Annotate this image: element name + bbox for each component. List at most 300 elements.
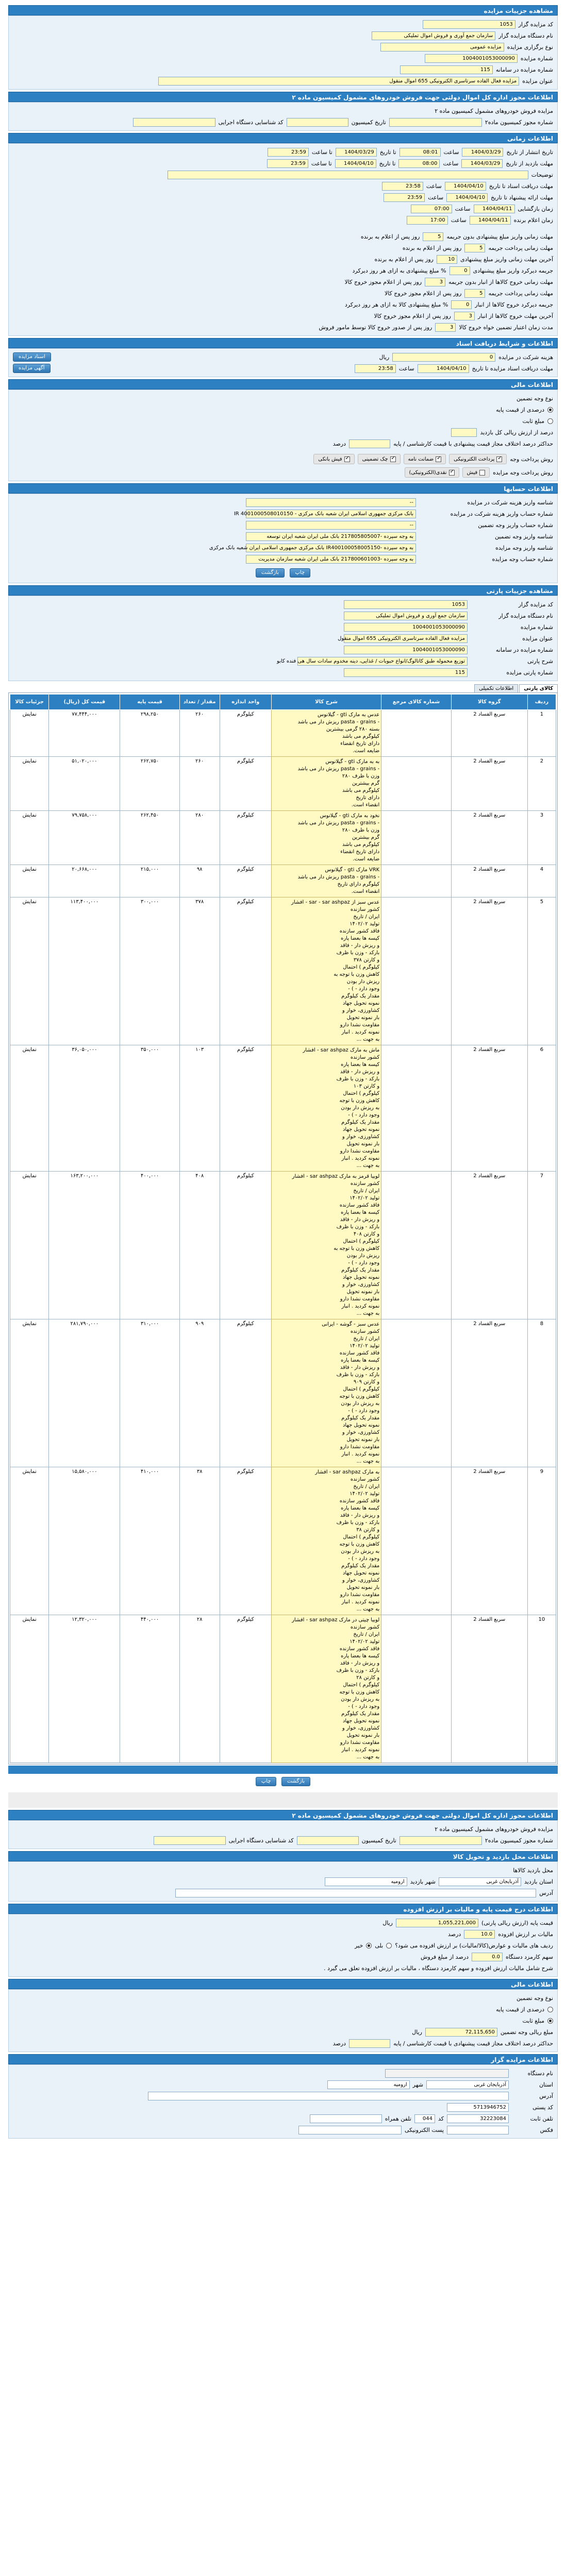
org-address-label: آدرس xyxy=(539,2092,553,2099)
org-mobile-field xyxy=(310,2114,382,2123)
announce-time-field: 17:00 xyxy=(407,216,448,225)
cell-qty: ۲۸۰ xyxy=(179,811,220,865)
docs-deadline-time-label: ساعت xyxy=(398,365,414,372)
cell-group: سربع الفساد 2 xyxy=(451,1467,527,1615)
rule-post: روز پس از اعلام مجوز خروج کالا xyxy=(374,312,451,319)
party-device-label: نام دستگاه مزایده گزار xyxy=(498,612,553,619)
issuer-code-label: کد شناسایی دستگاه اجرایی xyxy=(218,118,284,126)
rule-value: 3 xyxy=(454,312,475,320)
visit-time-from-field: 08:00 xyxy=(398,159,440,168)
account-value: -- xyxy=(246,498,416,507)
license-date-label: تاریخ کمیسیون xyxy=(351,118,386,126)
pub-date-label: تاریخ انتشار از تاریخ xyxy=(506,148,553,156)
org-fax-label: فکس xyxy=(540,2126,553,2133)
cell-idx: 2 xyxy=(527,757,556,811)
cell-ref xyxy=(381,1319,452,1467)
col-header: جزئیات کالا xyxy=(10,694,49,710)
visit-date-from-field: 1404/03/29 xyxy=(461,159,503,168)
cell-desc: VRK مارک gti - گیلانوس - pasta - grains ریزش دار می باشد کیلوگرم دارای تاریخ انقضاء است. xyxy=(271,865,381,897)
items-body xyxy=(10,710,556,1763)
open-date-field: 1404/04/11 xyxy=(474,205,515,213)
cell-unit: کیلوگرم xyxy=(220,757,271,811)
account-label: شناسه واریز وجه تضمین xyxy=(495,533,553,540)
doc-panel xyxy=(8,348,558,377)
cell-ref xyxy=(381,757,452,811)
org-city-select[interactable]: ارومیه xyxy=(327,2080,410,2089)
bottom-license-date-field xyxy=(297,1836,359,1845)
account-label: شماره حساب واریز وجه تضمین xyxy=(478,521,553,529)
table-header-row xyxy=(10,694,556,710)
radio-fixed-label: مبلغ ثابت xyxy=(522,417,544,425)
cell-group: سربع الفساد 2 xyxy=(451,1045,527,1172)
cell-group: سربع الفساد 2 xyxy=(451,811,527,865)
vat-unit: درصد xyxy=(447,1930,461,1938)
col-header: مقدار / تعداد xyxy=(179,694,220,710)
open-time-field: 07:00 xyxy=(411,205,452,213)
cell-group: سربع الفساد 2 xyxy=(451,1172,527,1319)
cell-detail[interactable]: نمایش xyxy=(10,1045,49,1172)
cell-detail[interactable]: نمایش xyxy=(10,1615,49,1763)
checkbox-icon xyxy=(496,456,502,462)
vat-no-label: خیر xyxy=(355,1942,363,1949)
cell-price: ۳۰۰,۰۰۰ xyxy=(120,897,179,1045)
checkbox-icon xyxy=(479,470,485,476)
table-row xyxy=(10,1319,556,1467)
cell-qty: ۹۰۹ xyxy=(179,1319,220,1467)
cell-price: ۴۰۰,۰۰۰ xyxy=(120,1172,179,1319)
org-mobile-label: تلفن همراه xyxy=(385,2115,411,2122)
finance2-panel xyxy=(8,1989,558,2052)
rule-post: روز پس از اعلام به برنده xyxy=(402,244,462,251)
timing-desc-label: توضیحات xyxy=(531,171,553,178)
rule-pre: مهلت زمانی پرداخت جریمه xyxy=(488,290,553,297)
fee-value-field: 0 xyxy=(392,353,495,362)
rule-pre: مدت زمان اعتبار تضمین خواه خروج کالا xyxy=(459,324,553,331)
auction-number-label: شماره مزایده xyxy=(520,55,553,62)
cell-desc: عدس سبز - گوشه - ایرانی کشور سازنده ایران / تاریخ تولید ۱۴۰۲/۰۲ فاقد کشور سازنده کیسه ها بعضا پاره و ریزش دار - فاقد بارکد - وزن با ظرف و کارتن ۹۰۹ کیلوگرم ) احتمال کاهش وزن با توجه به ریزش دار بودن وجود دارد - ) - مقدار یک کیلوگرم نمونه تحویل جهاد کشاورزی، خوار و بار نمونه تحویل مقاومت نشدا دارو نمونه کردید . انبار به جهت ... xyxy=(271,1319,381,1467)
cell-detail[interactable]: نمایش xyxy=(10,1172,49,1319)
org-postal-field: 5713946752 xyxy=(447,2103,509,2112)
pub-date-from-field: 1404/03/29 xyxy=(462,148,503,157)
visit-province-label: استان بازدید xyxy=(524,1878,553,1885)
rule-value: 10 xyxy=(437,255,457,264)
price-panel xyxy=(8,1914,558,1977)
cell-total: ۲۰,۶۶۸,۰۰۰ xyxy=(49,865,120,897)
org-email-label: پست الکترونیکی xyxy=(405,2126,444,2133)
auction-system-number-label: شماره مزایده در سامانه xyxy=(495,66,553,73)
rule-post: روز پس از اعلام به برنده xyxy=(360,233,420,240)
cell-idx: 8 xyxy=(527,1319,556,1467)
fin2-guarantee-label: نوع وجه تضمین xyxy=(517,1994,553,2002)
party-no-label: شماره پارتی مزایده xyxy=(506,669,553,676)
device-name-label: نام دستگاه مزایده گزار xyxy=(498,32,553,39)
accounts-panel xyxy=(8,494,558,583)
cell-total: ۵۱,۰۲۰,۰۰۰ xyxy=(49,757,120,811)
cell-idx: 10 xyxy=(527,1615,556,1763)
fin2-percent-radio[interactable] xyxy=(547,2007,553,2012)
cell-unit: کیلوگرم xyxy=(220,1319,271,1467)
fin2-max-unit: درصد xyxy=(332,2040,346,2047)
submit-deadline-date: 1404/04/10 xyxy=(446,193,488,202)
cell-idx: 3 xyxy=(527,811,556,865)
cell-desc: لوبیا چیتی در مارک sar ashpaz - افشار کشور سازنده ایران / تاریخ تولید ۱۴۰۲/۰۲ فاقد کشور سازنده کیسه ها بعضا پاره و ریزش دار - فاقد بارکد - وزن با ظرف و کارتن ۲۸ کیلوگرم ) احتمال کاهش وزن با توجه به ریزش دار بودن وجود دارد - ) - مقدار یک کیلوگرم نمونه تحویل جهاد کشاورزی، خوار و بار نمونه تحویل مقاومت نشدا دارو نمونه کردید . انبار به جهت ... xyxy=(271,1615,381,1763)
license-number-field xyxy=(389,118,482,127)
timing-header: اطلاعات زمانی xyxy=(8,133,558,143)
license-number-label: شماره مجوز کمیسیون ماده۲ xyxy=(485,118,553,126)
visit-time-to-field: 23:59 xyxy=(267,159,308,168)
visit-city-label: شهر بازدید xyxy=(410,1878,436,1885)
visit-header: اطلاعات محل بازدید و تحویل کالا xyxy=(8,1851,558,1861)
visit-time-label: ساعت xyxy=(443,160,459,167)
pay-option-cheque[interactable]: ✓ چک تضمینی xyxy=(358,454,401,464)
bottom-license-desc: مزایده فروش خودروهای مشمول کمیسیون ماده ۲ xyxy=(435,1825,553,1833)
fee-label: هزینه شرکت در مزایده xyxy=(498,353,553,361)
rule-pre: جریمه دیرکرد خروج کالاها از انبار xyxy=(475,301,553,308)
cell-detail[interactable]: نمایش xyxy=(10,865,49,897)
auction-detail-header: مشاهده جزییات مزایده xyxy=(8,5,558,15)
col-header: شماره کالای مرجع xyxy=(381,694,452,710)
cell-desc: به به مارک gti - گیلانوس - pasta - grains ریزش دار می باشد وزن با ظرف ۲۸۰ گرم بیشترین کیلوگرم می باشد دارای تاریخ انقضاء است. xyxy=(271,757,381,811)
auction-subject-field: مزایده فعال الفاده سرتاسری الکترونیکی 655 اموال منقول xyxy=(158,77,519,86)
pay-option-electronic[interactable]: ✓ پرداخت الکترونیکی xyxy=(449,454,507,464)
max-diff-unit: درصد xyxy=(332,440,346,447)
party-tabs xyxy=(8,684,558,692)
open-time-small-label: ساعت xyxy=(455,205,471,212)
device-name-field: سازمان جمع آوری و فروش اموال تملیکی xyxy=(372,31,495,40)
party-device-field: سازمان جمع آوری و فروش اموال تملیکی xyxy=(344,612,468,620)
license-desc: مزایده فروش خودروهای مشمول کمیسیون ماده ۲ xyxy=(435,107,553,114)
accounts-header: اطلاعات حسابها xyxy=(8,483,558,494)
org-province-select[interactable]: آذربایجان غربی xyxy=(426,2080,509,2089)
table-row xyxy=(10,897,556,1045)
percent-label: درصد از ارزش ریالی کل بازدید xyxy=(480,429,553,436)
docs-deadline-label: مهلت دریافت اسناد مزایده تا تاریخ xyxy=(472,365,553,372)
cell-unit: کیلوگرم xyxy=(220,1172,271,1319)
table-print-button[interactable]: چاپ xyxy=(256,1777,277,1786)
rule-pre: جریمه دیرکرد واریز مبلغ پیشنهادی xyxy=(473,267,553,274)
cell-price: ۲۱۵,۰۰۰ xyxy=(120,865,179,897)
visit-panel xyxy=(8,1861,558,1902)
return-button[interactable]: بازگشت xyxy=(256,568,285,578)
rule-post: روز پس از صدور خروج کالا توسط مامور فروش xyxy=(319,324,432,331)
license-panel xyxy=(8,102,558,131)
cell-desc: ماش به مارک sar ashpaz - افشار کشور سازنده کیسه ها بعضا پاره و ریزش دار - فاقد بارکد - وزن با ظرف و کارتن ۱۰۳ کیلوگرم ) احتمال کاهش وزن با توجه به ریزش دار بودن وجود دارد - ) - مقدار یک کیلوگرم نمونه تحویل جهاد کشاورزی، خوار و بار نمونه تحویل مقاومت نشدا دارو نمونه کردید . انبار به جهت ... xyxy=(271,1045,381,1172)
table-back-button[interactable]: بازگشت xyxy=(281,1777,310,1786)
bottom-license-header: اطلاعات مجوز اداره کل اموال دولتی جهت فروش خودروهای مشمول کمیسیون ماده ۲ xyxy=(8,1810,558,1820)
print-button[interactable]: چاپ xyxy=(290,568,311,578)
timing-desc-field xyxy=(168,171,528,179)
cell-ref xyxy=(381,811,452,865)
cell-unit: کیلوگرم xyxy=(220,865,271,897)
auction-subject-label: عنوان مزایده xyxy=(522,77,553,84)
col-header: ردیف xyxy=(527,694,556,710)
issuer-code-field xyxy=(133,118,215,127)
table-row xyxy=(10,811,556,865)
table-row xyxy=(10,710,556,757)
auction-pay-method-label: روش پرداخت وجه مزایده xyxy=(493,469,553,476)
cell-qty: ۳۸ xyxy=(179,1467,220,1615)
account-value: بانک مرکزی جمهوری اسلامی ایران شعبه بانک مرکزی - 4001000508010150 IR xyxy=(246,510,416,518)
vat-question: ردیف های مالیات و عوارض(کالا/مالیات) بر ارزش افزوده می شود؟ xyxy=(395,1942,553,1949)
vat-field: 10.0 xyxy=(464,1930,495,1939)
auction-code-label: کد مزایده گزار xyxy=(518,21,553,28)
pub-time-label: ساعت xyxy=(443,148,459,156)
announce-date-field: 1404/04/11 xyxy=(470,216,511,225)
table-row xyxy=(10,1045,556,1172)
cell-ref xyxy=(381,865,452,897)
cell-desc: عدس به مارک gti - گیلانوس - pasta - grains ریزش دار می باشد بسته ۲۸۰ گرمی بیشترین کیلوگرم می باشد دارای تاریخ انقضاء ضایعه است. xyxy=(271,710,381,757)
auction-ad-button[interactable]: آگهی مزایده xyxy=(13,364,51,373)
rule-pre: آخرین مهلت خروج کالاها از انبار xyxy=(477,312,553,319)
auction-system-number-field: 115 xyxy=(400,65,493,74)
org-city-label: شهر xyxy=(412,2081,423,2088)
auction-number-field: 1004001053000090 xyxy=(425,54,518,63)
cell-desc: به مارک sar ashpaz - افشار کشور سازنده ایران / تاریخ تولید ۱۴۰۲/۰۲ فاقد کشور سازنده کیسه ها بعضا پاره و ریزش دار - فاقد بارکد - وزن با ظرف و کارتن ۳۸ کیلوگرم ) احتمال کاهش وزن با توجه به ریزش دار بودن وجود دارد - ) - مقدار یک کیلوگرم نمونه تحویل جهاد کشاورزی، خوار و بار نمونه تحویل مقاومت نشدا دارو نمونه کردید . انبار به جهت ... xyxy=(271,1467,381,1615)
rule-value: 0 xyxy=(450,266,470,275)
visit-date-label: مهلت بازدید از تاریخ xyxy=(506,160,553,167)
party-title-field: مزایده فعال الفاده سرتاسری الکترونیکی 655 اموال منقول xyxy=(344,634,468,643)
cell-price: ۴۱۰,۰۰۰ xyxy=(120,1467,179,1615)
cell-idx: 9 xyxy=(527,1467,556,1615)
cell-group: سربع الفساد 2 xyxy=(451,1319,527,1467)
cell-price: ۳۵۰,۰۰۰ xyxy=(120,1045,179,1172)
fin2-amount-field: 72,115,650 xyxy=(425,2028,497,2037)
org-fax-field xyxy=(447,2126,509,2134)
fee-unit: ریال xyxy=(379,353,390,361)
bottom-license-panel xyxy=(8,1820,558,1849)
rule-post: % مبلغ پیشنهادی به ازای هر روز دیرکرد xyxy=(352,267,446,274)
cell-detail[interactable]: نمایش xyxy=(10,1467,49,1615)
org-device-field xyxy=(385,2069,509,2078)
auction-docs-button[interactable]: اسناد مزایده xyxy=(13,352,51,362)
finance-header: اطلاعات مالی xyxy=(8,379,558,389)
doc-header: اطلاعات و شرایط دریافت اسناد xyxy=(8,338,558,348)
max-diff-label: حداکثر درصد اختلاف مجاز قیمت پیشنهادی با قیمت کارشناسی / پایه xyxy=(393,440,553,447)
finance-panel xyxy=(8,389,558,481)
separator xyxy=(8,1792,558,1808)
base-price-label: قیمت پایه (ارزش ریالی پارتی) xyxy=(481,1919,553,1926)
receive-deadline-time: 23:58 xyxy=(382,182,423,191)
table-row xyxy=(10,1467,556,1615)
bottom-issuer-field xyxy=(154,1836,226,1845)
checkbox-icon xyxy=(449,470,455,476)
submit-deadline-time: 23:59 xyxy=(384,193,425,202)
cell-price: ۳۱۰,۰۰۰ xyxy=(120,1319,179,1467)
cell-group: سربع الفساد 2 xyxy=(451,1615,527,1763)
account-label: شناسه واریز وجه مزایده xyxy=(495,544,553,551)
cell-ref xyxy=(381,1045,452,1172)
tab-party-items[interactable]: کالای پارتی xyxy=(519,684,558,692)
submit-time-label: ساعت xyxy=(428,194,444,201)
cell-total: ۷۷,۴۴۴,۰۰۰ xyxy=(49,710,120,757)
price-header: اطلاعات درج قیمت پایه و مالیات بر ارزش افزوده xyxy=(8,1904,558,1914)
license-date-field xyxy=(287,118,348,127)
visit-province-select[interactable]: آذربایجان غربی xyxy=(439,1877,521,1886)
cell-unit: کیلوگرم xyxy=(220,1467,271,1615)
cell-unit: کیلوگرم xyxy=(220,1045,271,1172)
tab-extra-info[interactable]: اطلاعات تکمیلی xyxy=(474,684,518,692)
radio-fixed[interactable] xyxy=(547,418,553,424)
cell-group: سربع الفساد 2 xyxy=(451,897,527,1045)
cell-desc: نخود به مارک gti - گیلانوس - pasta - grains ریزش دار می باشد وزن با ظرف ۲۸۰ گرم بیشترین کیلوگرم می باشد دارای تاریخ انقضاء ضایعه است. xyxy=(271,811,381,865)
cell-total: ۱۶۳,۲۰۰,۰۰۰ xyxy=(49,1172,120,1319)
auction-detail-panel xyxy=(8,15,558,90)
guarantee-type-label: نوع وجه تضمین xyxy=(517,395,553,402)
cell-qty: ۲۶۰ xyxy=(179,757,220,811)
account-label: شماره حساب واریز هزینه شرکت در مزایده xyxy=(450,510,553,517)
col-header: شرح کالا xyxy=(271,694,381,710)
cell-total: ۳۶,۰۵۰,۰۰۰ xyxy=(49,1045,120,1172)
submit-deadline-label: مهلت ارائه پیشنهاد تا تاریخ xyxy=(491,194,553,201)
account-value: به وجه سپرده -217805805007 بانک ملی ایران شعبه ایران توسعه xyxy=(246,532,416,541)
timing-panel xyxy=(8,143,558,336)
party-desc-field: توزیع محموله طبق کاتالوگ/انواع حبوبات / غذایی، دینه مخدوم سادات سال هی فنده کابو xyxy=(297,657,468,666)
pub-time-to-field: 23:59 xyxy=(268,148,309,157)
fin2-fixed-radio[interactable] xyxy=(547,2018,553,2024)
bottom-license-number-field xyxy=(399,1836,482,1845)
cell-group: سربع الفساد 2 xyxy=(451,865,527,897)
vat-yes-label: بلی xyxy=(375,1942,384,1949)
cell-qty: ۹۸ xyxy=(179,865,220,897)
cell-qty: ۱۰۳ xyxy=(179,1045,220,1172)
checkbox-icon xyxy=(390,456,396,462)
rule-value: 5 xyxy=(464,289,485,298)
fin2-amount-label: مبلغ ریالی وجه تضمین xyxy=(500,2028,553,2036)
radio-percent[interactable] xyxy=(547,407,553,413)
license-header: اطلاعات مجوز اداره کل اموال دولتی جهت فروش خودروهای مشمول کمیسیون ماده ۲ xyxy=(8,92,558,102)
cell-total: ۱۱۳,۴۰۰,۰۰۰ xyxy=(49,897,120,1045)
org-device-label: نام دستگاه xyxy=(527,2070,553,2077)
party-code-label: کد مزایده گزار xyxy=(518,601,553,608)
auction-code-field: 1053 xyxy=(423,20,515,29)
cell-detail[interactable]: نمایش xyxy=(10,1319,49,1467)
cell-price: ۲۶۲,۷۵۰ xyxy=(120,757,179,811)
cell-group: سربع الفساد 2 xyxy=(451,757,527,811)
cell-ref xyxy=(381,1172,452,1319)
bottom-issuer-label: کد شناسایی دستگاه اجرایی xyxy=(228,1837,294,1844)
table-row xyxy=(10,1615,556,1763)
party-header: مشاهده جزییات پارتی xyxy=(8,585,558,596)
announce-time-label: ساعت xyxy=(451,216,467,224)
cell-price: ۲۹۸,۲۵۰ xyxy=(120,710,179,757)
pay-option-guarantee[interactable]: ✓ ضمانت نامه xyxy=(404,454,446,464)
party-desc-label: شرح پارتی xyxy=(527,657,553,665)
pub-to-date-label: تا تاریخ xyxy=(379,148,396,156)
party-number-label: شماره مزایده xyxy=(520,623,553,631)
rule-pre: مهلت زمانی خروج کالاها از انبار بدون جریمه xyxy=(448,278,553,285)
org-header: اطلاعات مزایده گزار xyxy=(8,2054,558,2064)
visit-city-select[interactable]: ارومیه xyxy=(325,1877,407,1886)
cell-detail[interactable]: نمایش xyxy=(10,710,49,757)
rule-pre: مهلت زمانی واریز مبلغ پیشنهادی بدون جریمه xyxy=(446,233,553,240)
cell-detail[interactable]: نمایش xyxy=(10,897,49,1045)
fin2-max-label: حداکثر درصد اختلاف مجاز قیمت پیشنهادی با قیمت کارشناسی / پایه xyxy=(393,2040,553,2047)
cell-idx: 1 xyxy=(527,710,556,757)
fee-share-label: سهم کارمزد دستگاه xyxy=(506,1953,553,1960)
party-code-field: 1053 xyxy=(344,600,468,609)
account-label: شناسه واریز هزینه شرکت در مزایده xyxy=(467,499,553,506)
fin2-fixed-label: مبلغ ثابت xyxy=(522,2017,544,2024)
pub-to-time-label: تا ساعت xyxy=(311,148,332,156)
visit-address-field xyxy=(175,1889,536,1897)
fee-share-field: 0.0 xyxy=(472,1953,503,1961)
cell-ref xyxy=(381,897,452,1045)
rule-post: روز پس از اعلام به برنده xyxy=(374,256,434,263)
cell-detail[interactable]: نمایش xyxy=(10,811,49,865)
vat-no-radio[interactable] xyxy=(366,1943,372,1948)
org-pre-label: کد xyxy=(438,2115,444,2122)
rule-post: روز پس از اعلام مجوز خروج کالا xyxy=(384,290,462,297)
cell-total: ۱۲,۳۲۰,۰۰۰ xyxy=(49,1615,120,1763)
party-panel xyxy=(8,596,558,681)
cell-detail[interactable]: نمایش xyxy=(10,757,49,811)
fee-share-unit: درصد از مبلغ فروش xyxy=(421,1953,469,1960)
cell-unit: کیلوگرم xyxy=(220,710,271,757)
rule-value: 3 xyxy=(435,323,456,332)
party-title-label: عنوان مزایده xyxy=(522,635,553,642)
announce-label: زمان اعلام برنده xyxy=(513,216,553,224)
fin2-percent-label: درصدی از قیمت پایه xyxy=(496,2006,544,2013)
cell-idx: 4 xyxy=(527,865,556,897)
checkbox-icon xyxy=(344,456,350,462)
cell-qty: ۳۷۸ xyxy=(179,897,220,1045)
pay-option-bank[interactable]: ✓ فیش بانکی xyxy=(313,454,354,464)
vat-yes-radio[interactable] xyxy=(386,1943,392,1948)
cell-total: ۲۸۱,۷۹۰,۰۰۰ xyxy=(49,1319,120,1467)
cell-qty: ۲۶۰ xyxy=(179,710,220,757)
cell-total: ۱۵,۵۸۰,۰۰۰ xyxy=(49,1467,120,1615)
cell-unit: کیلوگرم xyxy=(220,897,271,1045)
price-note: شرح شامل مالیات ارزش افزوده و سهم کارمزد دستگاه ، مالیات بر ارزش افزوده تعلق می گیرد . xyxy=(323,1964,553,1972)
rule-value: 5 xyxy=(423,232,443,241)
cell-group: سربع الفساد 2 xyxy=(451,710,527,757)
org-postal-label: کد پستی xyxy=(532,2104,553,2111)
holding-type-label: نوع برگزاری مزایده xyxy=(507,43,553,50)
party-sub-field: 1004001053000090 xyxy=(344,646,468,654)
base-price-field: 1,055,221,000 xyxy=(396,1919,478,1927)
cell-ref xyxy=(381,1615,452,1763)
account-value: به وجه سپرده -IR400100058005150 بانک مرکزی جمهوری اسلامی ایران شعبه بانک مرکزی xyxy=(246,544,416,552)
pub-time-from-field: 08:01 xyxy=(399,148,441,157)
rule-value: 5 xyxy=(464,244,485,252)
cell-unit: کیلوگرم xyxy=(220,811,271,865)
max-diff-field xyxy=(349,439,390,448)
cell-ref xyxy=(381,1467,452,1615)
cell-price: ۲۶۲,۴۵۰ xyxy=(120,811,179,865)
finance2-header: اطلاعات مالی xyxy=(8,1979,558,1989)
percent-field xyxy=(451,428,477,437)
auction-pay-option-fish[interactable]: فیش xyxy=(462,467,490,478)
pay-method-label: روش پرداخت وجه xyxy=(510,455,553,463)
base-price-unit: ریال xyxy=(382,1919,393,1926)
fin2-max-field xyxy=(349,2039,390,2048)
cell-desc: عدس سبز از sar - sar ashpaz - افشار کشور سازنده ایران / تاریخ تولید ۱۴۰۲/۰۲ فاقد کشور سازنده کیسه ها بعضا پاره و ریزش دار - فاقد بارکد - وزن با ظرف و کارتن ۳۷۸ کیلوگرم ) احتمال کاهش وزن با توجه به ریزش دار بودن وجود دارد - ) - مقدار یک کیلوگرم نمونه تحویل جهاد کشاورزی، خوار و بار نمونه تحویل مقاومت نشدا دارو نمونه کردید . انبار به جهت ... xyxy=(271,897,381,1045)
cell-ref xyxy=(381,710,452,757)
org-phone-label: تلفن ثابت xyxy=(530,2115,553,2122)
party-number-field: 1004001053000090 xyxy=(344,623,468,632)
cell-idx: 6 xyxy=(527,1045,556,1172)
open-time-label: زمان بازگشایی xyxy=(518,205,553,212)
org-pre-field: 044 xyxy=(414,2114,435,2123)
table-row xyxy=(10,865,556,897)
org-panel xyxy=(8,2064,558,2139)
cell-unit: کیلوگرم xyxy=(220,1615,271,1763)
auction-pay-option-cash[interactable]: ✓ نقدی(الکترونیکی) xyxy=(405,467,459,478)
rule-pre: مهلت زمانی پرداخت جریمه xyxy=(488,244,553,251)
rule-value: 0 xyxy=(451,300,472,309)
rule-value: 3 xyxy=(425,278,445,286)
cell-price: ۴۴۰,۰۰۰ xyxy=(120,1615,179,1763)
